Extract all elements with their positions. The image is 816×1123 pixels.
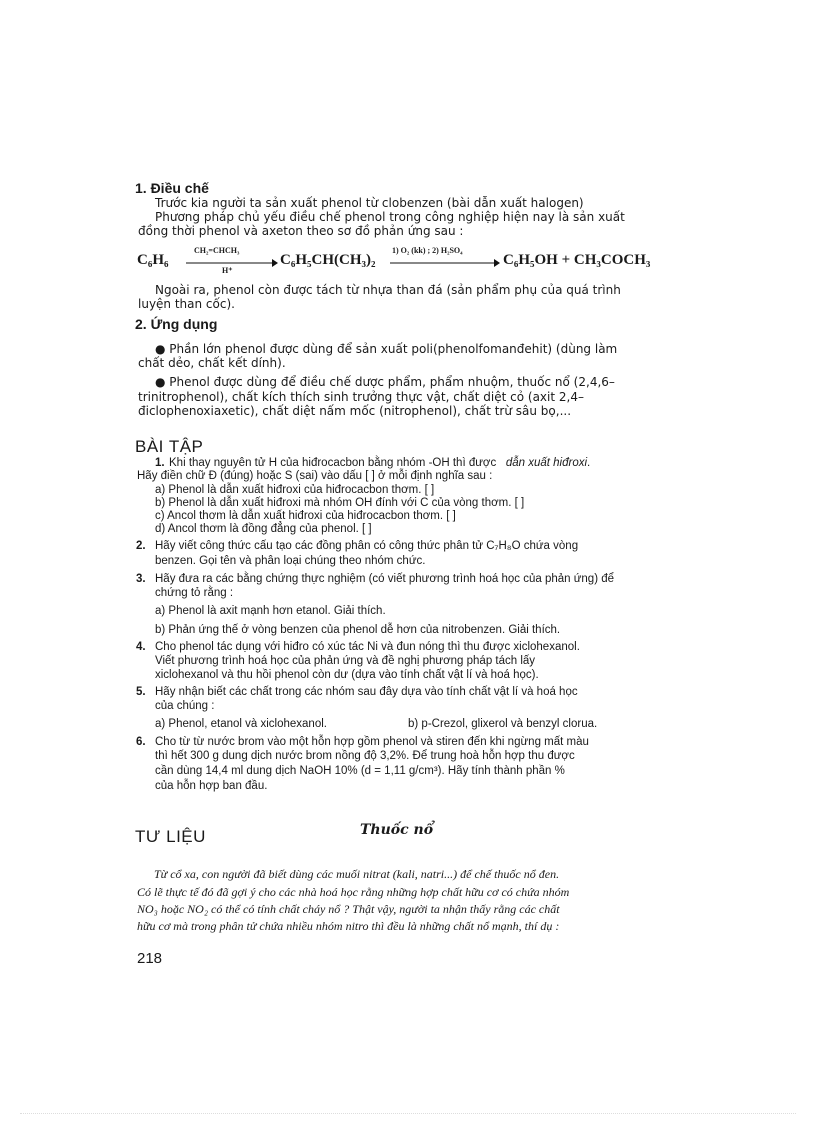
- exercise-6-line: cần dùng 14,4 ml dung dịch NaOH 10% (d = 1,11 g/cm³). Hãy tính thành phần %: [155, 765, 565, 777]
- exercise-2-line: benzen. Gọi tên và phân loại chúng theo nhóm chức.: [155, 555, 426, 567]
- arrow-label-reagent: CH₂=CHCH₃: [194, 246, 240, 255]
- bullet-icon: ●: [155, 342, 170, 356]
- bullet-text: Phần lớn phenol được dùng để sản xuất poli(phenolfomanđehit) (dùng làm: [169, 342, 618, 356]
- arrow-label-oxidation: 1) O₂ (kk) ; 2) H₂SO₄: [392, 246, 463, 255]
- reference-heading: TƯ LIỆU: [135, 827, 206, 846]
- paragraph-line: điclophenoxiaxetic), chất diệt nấm mốc (nitrophenol), chất trừ sâu bọ,...: [138, 404, 572, 418]
- bullet-text: Phenol được dùng để điều chế dược phẩm, phẩm nhuộm, thuốc nổ (2,4,6–: [169, 375, 615, 389]
- exercise-number: 6.: [136, 736, 146, 748]
- exercise-3-line: Hãy đưa ra các bằng chứng thực nghiệm (có viết phương trình hoá học của phản ứng) để: [155, 573, 615, 585]
- formula-products: C₆H₅OH + CH₃COCH₃: [503, 252, 651, 268]
- paragraph-line: trinitrophenol), chất kích thích sinh trưởng thực vật, chất diệt cỏ (axit 2,4–: [138, 390, 584, 404]
- exercise-5-option: b) p-Crezol, glixerol và benzyl clorua.: [408, 718, 598, 730]
- reference-subtitle: Thuốc nổ: [360, 822, 434, 838]
- paragraph-line: đồng thời phenol và axeton theo sơ đồ phản ứng sau :: [138, 224, 464, 238]
- exercise-6-line: Cho từ từ nước brom vào một hỗn hợp gồm phenol và stiren đến khi ngừng mất màu: [155, 736, 589, 748]
- exercise-1-line: 1. Khi thay nguyên tử H của hiđrocacbon bằng nhóm -OH thì được dẫn xuất hiđroxi.: [155, 457, 591, 469]
- exercise-4-line: xiclohexanol và thu hồi phenol còn dư (dựa vào tính chất vật lí và hoá học).: [155, 669, 539, 681]
- page-bottom-divider: [20, 1113, 796, 1114]
- exercise-2-line: Hãy viết công thức cấu tạo các đồng phân có công thức phân tử C₇H₈O chứa vòng: [155, 540, 579, 552]
- exercise-6-line: thì hết 300 g dung dịch nước brom nồng độ 3,2%. Để trung hoà hỗn hợp thu được: [155, 750, 575, 762]
- exercises-heading: BÀI TẬP: [135, 437, 204, 456]
- exercise-3-option: b) Phản ứng thế ở vòng benzen của phenol dễ hơn của nitrobenzen. Giải thích.: [155, 624, 561, 636]
- bullet-item: [155, 342, 680, 356]
- exercise-5-line: Hãy nhận biết các chất trong các nhóm sau đây dựa vào tính chất vật lí và hoá học: [155, 686, 578, 698]
- exercise-3-option: a) Phenol là axit mạnh hơn etanol. Giải thích.: [155, 605, 386, 617]
- section-title-dieu-che: 1. Điều chế: [135, 180, 209, 196]
- paragraph-line: luyện than cốc).: [138, 297, 235, 311]
- exercise-1-option: c) Ancol thơm là dẫn xuất hiđroxi của hiđrocacbon thơm. [ ]: [155, 510, 456, 522]
- paragraph-line: Trước kia người ta sản xuất phenol từ clobenzen (bài dẫn xuất halogen): [155, 196, 584, 210]
- paragraph-line: chất dẻo, chất kết dính).: [138, 356, 286, 370]
- reference-text-line: NO₃ hoặc NO₂ có thể có tính chất cháy nổ ? Thật vậy, người ta nhận thấy rằng các chất: [137, 902, 560, 916]
- exercise-1-option: a) Phenol là dẫn xuất hiđroxi của hiđrocacbon thơm. [ ]: [155, 484, 435, 496]
- paragraph-line: Ngoài ra, phenol còn được tách từ nhựa than đá (sản phẩm phụ của quá trình: [155, 283, 621, 297]
- page-number: 218: [137, 950, 163, 967]
- exercise-6-line: của hỗn hợp ban đầu.: [155, 780, 268, 792]
- exercise-5-option: a) Phenol, etanol và xiclohexanol.: [155, 718, 327, 730]
- arrow-label-catalyst: H⁺: [222, 266, 233, 275]
- reaction-arrow-icon: [390, 258, 500, 268]
- formula-benzene: C₆H₆: [137, 252, 169, 268]
- bullet-icon: ●: [155, 375, 170, 389]
- reference-text-line: hữu cơ mà trong phân tử chứa nhiều nhóm nitro thì đều là những chất nổ mạnh, thí dụ :: [137, 919, 560, 933]
- exercise-1-instruction: Hãy điền chữ Đ (đúng) hoặc S (sai) vào dấu [ ] ở mỗi định nghĩa sau :: [137, 470, 493, 482]
- exercise-number: 1.: [155, 457, 165, 469]
- exercise-4-line: Cho phenol tác dụng với hiđro có xúc tác Ni và đun nóng thì thu được xiclohexanol.: [155, 641, 580, 653]
- formula-cumene: C₆H₅CH(CH₃)₂: [280, 252, 376, 268]
- paragraph-line: Phương pháp chủ yếu điều chế phenol trong công nghiệp hiện nay là sản xuất: [155, 210, 625, 224]
- reference-text-line: Có lẽ thực tế đó đã gợi ý cho các nhà hoá học rằng những hợp chất hữu cơ có chứa nhóm: [137, 885, 570, 899]
- section-title-ung-dung: 2. Ứng dụng: [135, 316, 218, 332]
- exercise-4-line: Viết phương trình hoá học của phản ứng và đề nghị phương pháp tách lấy: [155, 655, 536, 667]
- exercise-5-line: của chúng :: [155, 700, 215, 712]
- exercise-number: 3.: [136, 573, 146, 585]
- exercise-number: 5.: [136, 686, 146, 698]
- bullet-item: [155, 375, 680, 389]
- exercise-1-option: d) Ancol thơm là đồng đẳng của phenol. [ ]: [155, 523, 372, 535]
- exercise-number: 4.: [136, 641, 146, 653]
- reference-text-line: Từ cổ xa, con người đã biết dùng các muối nitrat (kali, natri...) để chế thuốc nổ đen.: [154, 867, 560, 881]
- exercise-number: 2.: [136, 540, 146, 552]
- exercise-1-option: b) Phenol là dẫn xuất hiđroxi mà nhóm OH đính với C của vòng thơm. [ ]: [155, 497, 525, 509]
- exercise-3-line: chứng tỏ rằng :: [155, 587, 234, 599]
